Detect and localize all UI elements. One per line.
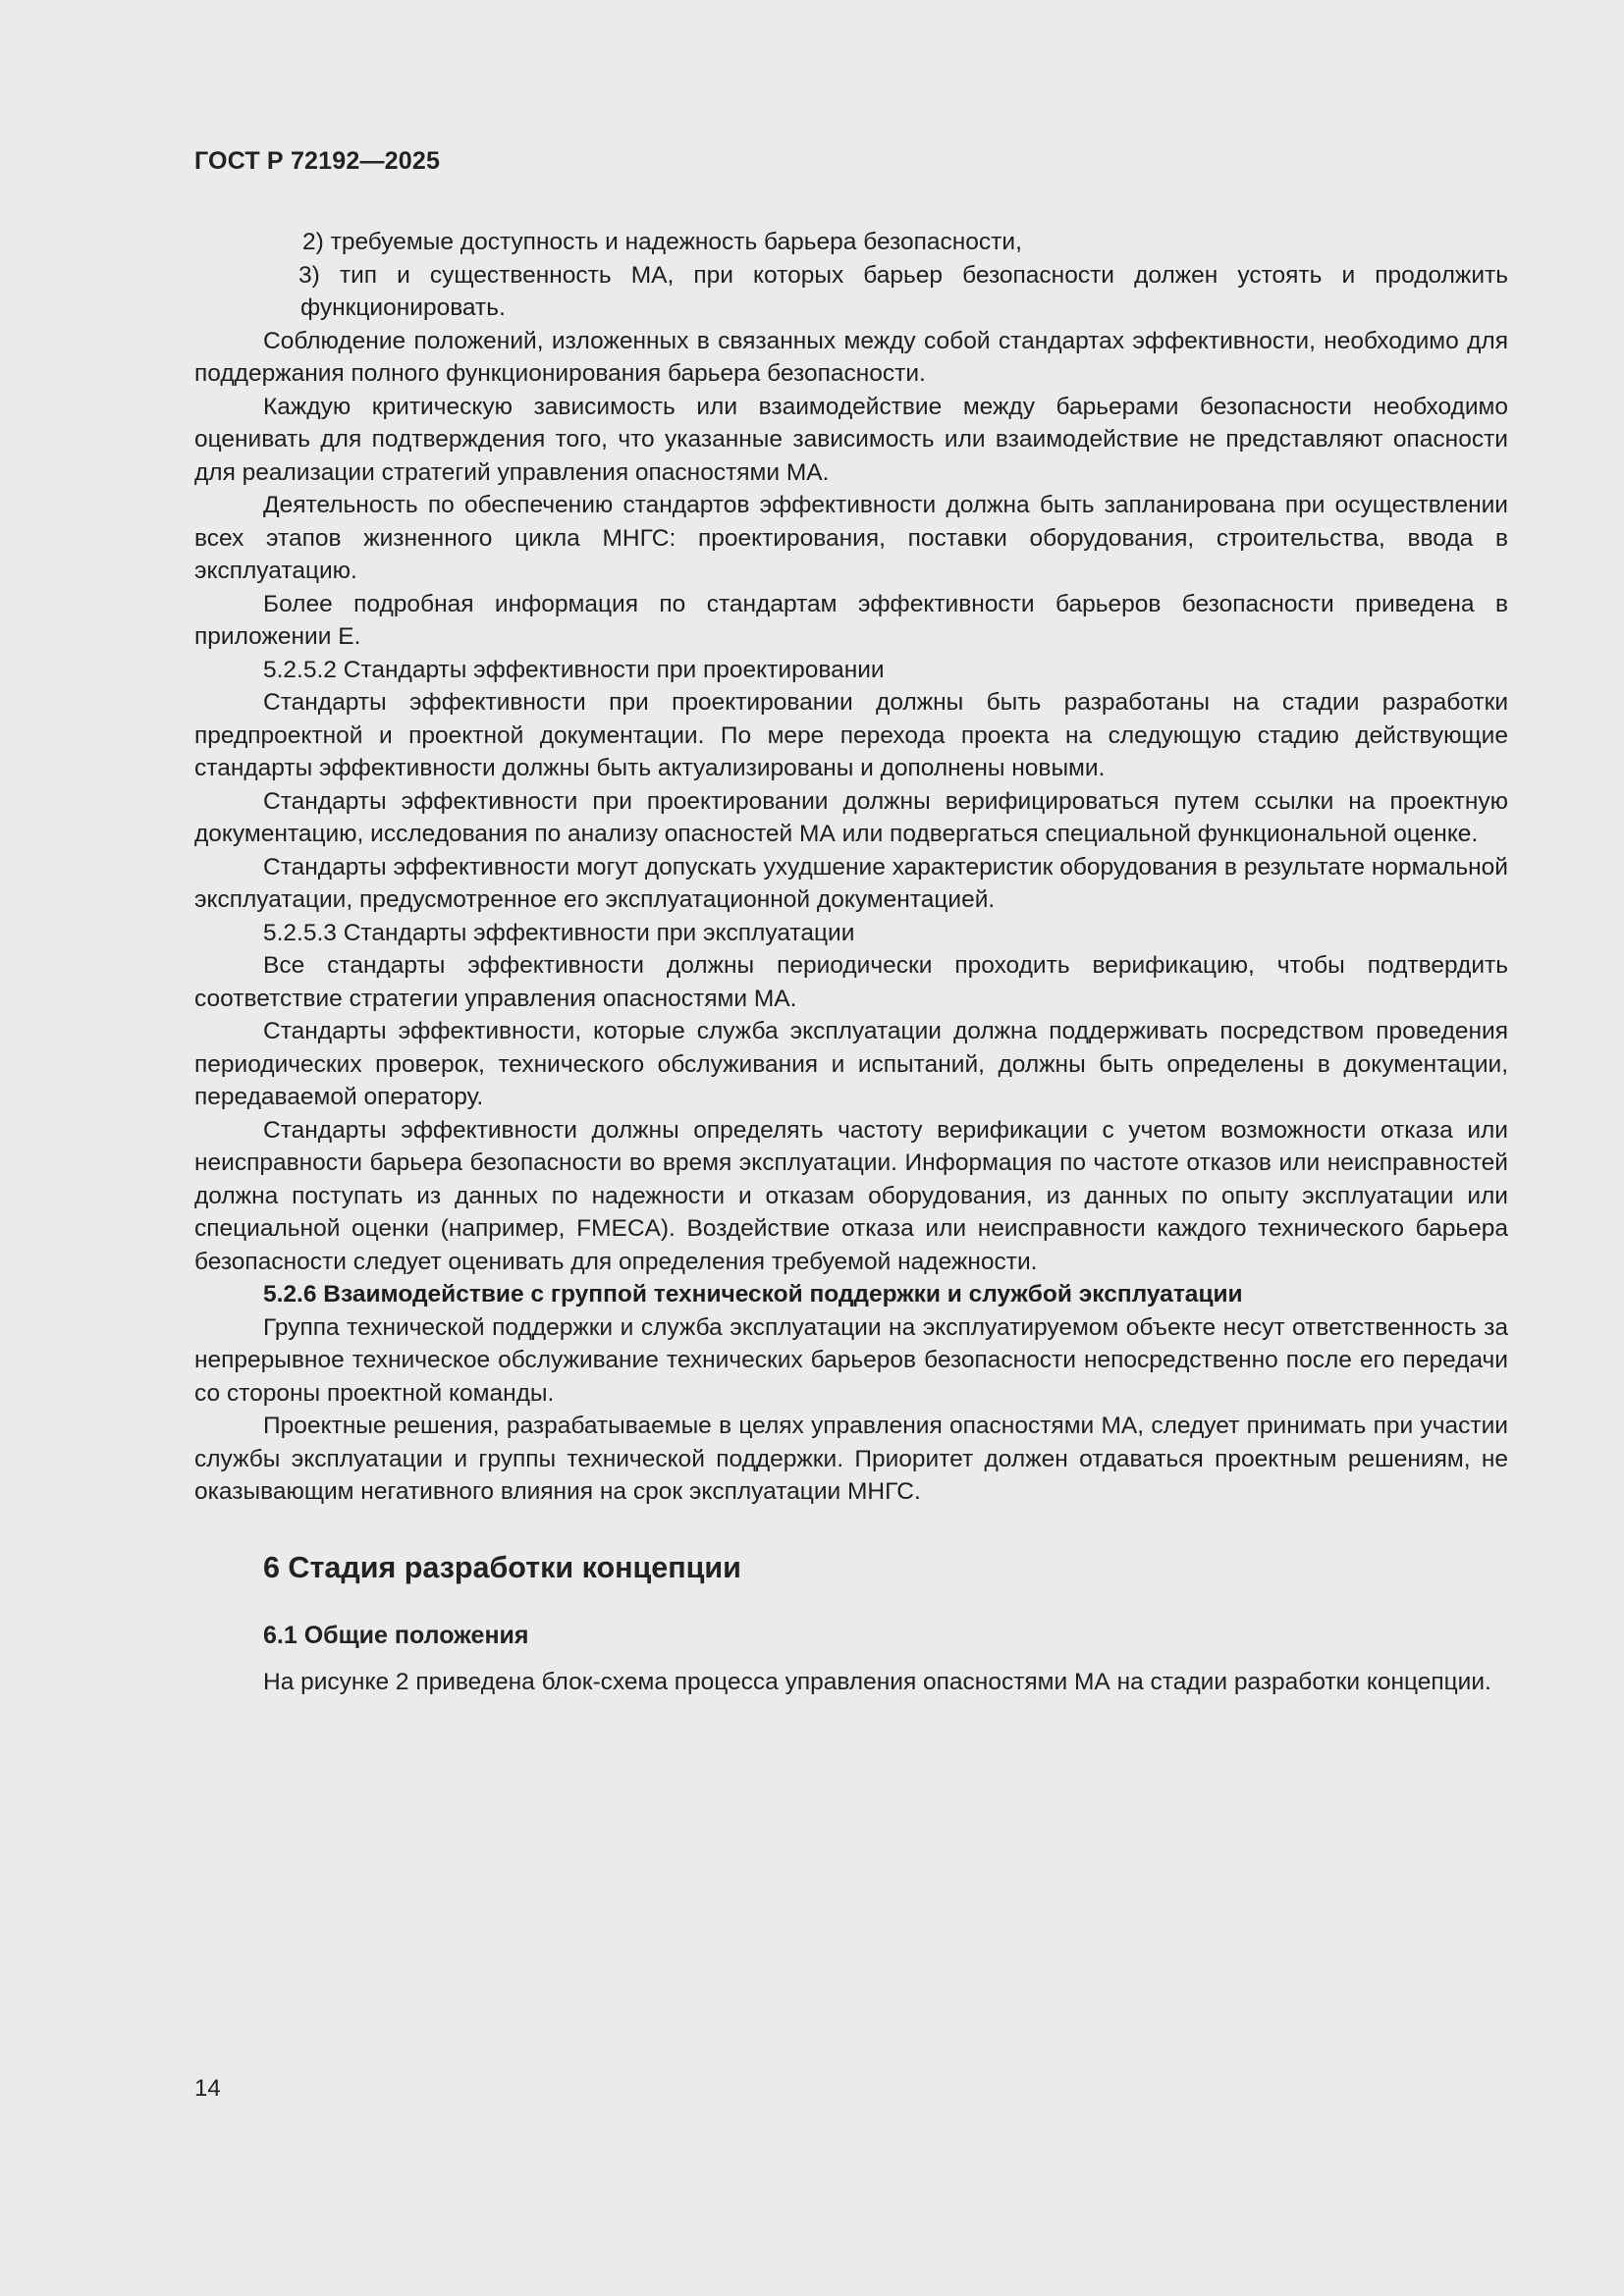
paragraph: Соблюдение положений, изложенных в связанных между собой стандартах эффективности, необходимо для поддержания полного функционирования барьера безопасности. [194, 327, 1508, 387]
paragraph: Все стандарты эффективности должны периодически проходить верификацию, чтобы подтвердить соответствие стратегии управления опасностями МА. [194, 952, 1508, 1012]
clause-heading-5-2-6: 5.2.6 Взаимодействие с группой технической поддержки и службой эксплуатации [263, 1281, 1243, 1308]
list-item-3: 3) тип и существенность МА, при которых барьер безопасности должен устоять и продолжить функционировать. [298, 261, 1508, 321]
paragraph: Каждую критическую зависимость или взаимодействие между барьерами безопасности необходимо оценивать для подтверждения того, что указанные зависимость или взаимодействие не представляют опасности для реализации стратегий управления опасностями МА. [194, 393, 1508, 486]
paragraph: На рисунке 2 приведена блок-схема процесса управления опасностями МА на стадии разработки концепции. [263, 1668, 1491, 1695]
paragraph: Стандарты эффективности при проектировании должны быть разработаны на стадии разработки предпроектной и проектной документации. По мере перехода проекта на следующую стадию действующие стандарты эффективности должны быть актуализированы и дополнены новыми. [194, 689, 1508, 781]
section-heading-6: 6 Стадия разработки концепции [263, 1550, 741, 1584]
paragraph: Стандарты эффективности при проектировании должны верифицироваться путем ссылки на проектную документацию, исследования по анализу опасностей МА или подвергаться специальной функциональной оценке. [194, 787, 1508, 847]
paragraph: Стандарты эффективности могут допускать ухудшение характеристик оборудования в результате нормальной эксплуатации, предусмотренное его эксплуатационной документацией. [194, 853, 1508, 913]
section-heading-6-1: 6.1 Общие положения [263, 1621, 529, 1649]
document-body [194, 226, 1508, 1698]
paragraph: Стандарты эффективности, которые служба эксплуатации должна поддерживать посредством проведения периодических проверок, технического обслуживания и испытаний, должны быть определены в документации, передаваемой оператору. [194, 1018, 1508, 1110]
list-item-2: 2) требуемые доступность и надежность барьера безопасности, [302, 229, 1022, 255]
paragraph: Стандарты эффективности должны определять частоту верификации с учетом возможности отказа или неисправности барьера безопасности во время эксплуатации. Информация по частоте отказов или неисправностей должна поступать из данных по надежности и отказам оборудования, из данных по опыту эксплуатации или специальной оценки (например, FMECA). Воздействие отказа или неисправности каждого технического барьера безопасности следует оценивать для определения требуемой надежности. [194, 1116, 1508, 1275]
clause-heading-5-2-5-2: 5.2.5.2 Стандарты эффективности при проектировании [263, 656, 885, 683]
document-id-header: ГОСТ Р 72192—2025 [194, 147, 441, 175]
paragraph: Проектные решения, разрабатываемые в целях управления опасностями МА, следует принимать при участии службы эксплуатации и группы технической поддержки. Приоритет должен отдаваться проектным решениям, не оказывающим негативного влияния на срок эксплуатации МНГС. [194, 1413, 1508, 1505]
paragraph: Более подробная информация по стандартам эффективности барьеров безопасности приведена в приложении Е. [194, 590, 1508, 650]
page-number: 14 [194, 2075, 221, 2102]
paragraph: Деятельность по обеспечению стандартов эффективности должна быть запланирована при осуществлении всех этапов жизненного цикла МНГС: проектирования, поставки оборудования, строительства, ввода в эксплуатацию. [194, 492, 1508, 584]
clause-heading-5-2-5-3: 5.2.5.3 Стандарты эффективности при эксплуатации [263, 919, 855, 946]
paragraph: Группа технической поддержки и служба эксплуатации на эксплуатируемом объекте несут ответственность за непрерывное техническое обслуживание технических барьеров безопасности непосредственно после его передачи со стороны проектной команды. [194, 1313, 1508, 1407]
